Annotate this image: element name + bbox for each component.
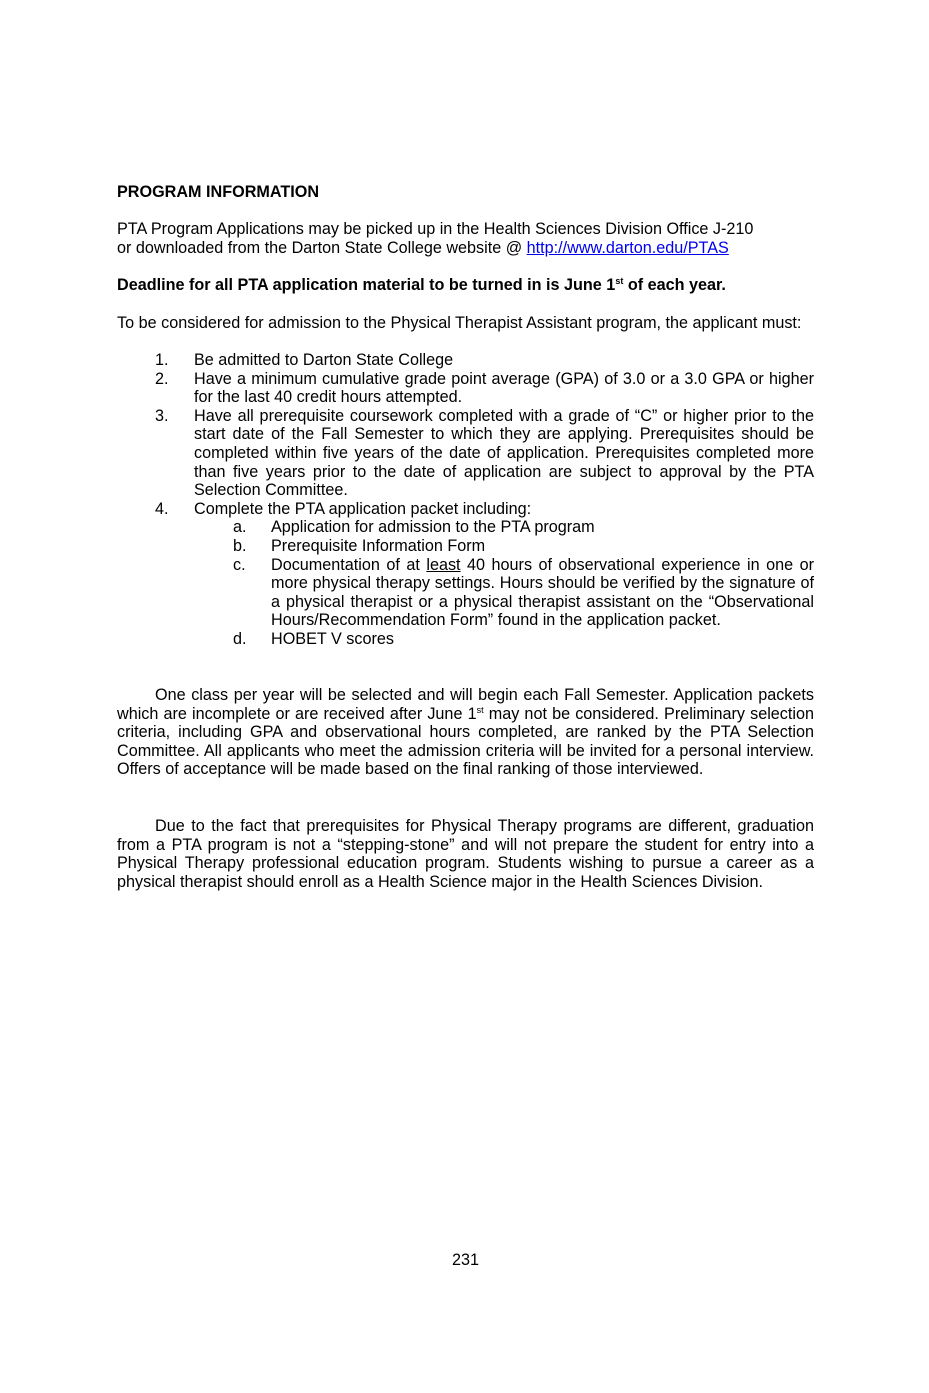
selection-text: One class per year will be selected and will begin each Fall Semester. Application packets which are incomplete or are received after June 1 bbox=[117, 686, 814, 723]
selection-text-end: may not be considered. Preliminary selection criteria, including GPA and observational hours completed, are ranked by the PTA Selection Committee. All applicants who meet the admission criteria will be invited for a personal interview. Offers of acceptance will be made based on the final ranking of those interviewed. bbox=[117, 704, 814, 779]
requirement-item bbox=[117, 370, 814, 407]
underlined-word: least bbox=[426, 555, 461, 574]
packet-item-text-start: Documentation of at bbox=[271, 555, 427, 574]
selection-superscript: st bbox=[476, 704, 484, 715]
packet-item-text: Application for admission to the PTA program bbox=[271, 518, 595, 537]
ptas-website-link[interactable]: http://www.darton.edu/PTAS bbox=[526, 238, 729, 257]
requirement-text: Be admitted to Darton State College bbox=[194, 351, 454, 369]
requirement-text: Complete the PTA application packet including: bbox=[194, 499, 532, 518]
requirement-number: 3. bbox=[155, 406, 169, 425]
requirement-number: 4. bbox=[155, 499, 169, 518]
packet-item-letter: c. bbox=[233, 555, 246, 574]
deadline-text-end: of each year. bbox=[623, 276, 726, 294]
prerequisite-paragraph: Due to the fact that prerequisites for Physical Therapy programs are different, graduation from a PTA program is not a “stepping-stone” and will not prepare the student for entry into a Physical Therapy professional education program. Students wishing to pursue a career as a physical therapist should enroll as a Health Science major in the Health Sciences Division. bbox=[117, 817, 814, 891]
requirement-number: 1. bbox=[155, 351, 169, 369]
packet-item-text: HOBET V scores bbox=[271, 629, 394, 648]
deadline-notice bbox=[117, 276, 726, 295]
requirement-number: 2. bbox=[155, 369, 169, 388]
packet-item bbox=[117, 537, 814, 556]
application-info-line-1: PTA Program Applications may be picked up in the Health Sciences Division Office J-210 bbox=[117, 220, 754, 238]
requirement-item bbox=[117, 407, 814, 500]
deadline-superscript: st bbox=[615, 276, 624, 286]
packet-item-letter: a. bbox=[233, 518, 247, 537]
application-info-line-2-text: or downloaded from the Darton State College website @ bbox=[117, 238, 527, 257]
packet-item bbox=[117, 630, 814, 649]
deadline-text: Deadline for all PTA application material to be turned in is June 1 bbox=[117, 276, 616, 294]
application-info-line-2 bbox=[117, 239, 814, 258]
packet-item-text: Prerequisite Information Form bbox=[271, 536, 486, 555]
packet-item-letter: b. bbox=[233, 536, 247, 555]
requirement-item bbox=[117, 351, 814, 370]
packet-item bbox=[117, 518, 814, 537]
packet-item bbox=[117, 556, 814, 630]
section-heading: PROGRAM INFORMATION bbox=[117, 183, 320, 201]
requirement-text: Have a minimum cumulative grade point average (GPA) of 3.0 or a 3.0 GPA or higher for the last 40 credit hours attempted. bbox=[194, 369, 814, 407]
application-info-paragraph bbox=[117, 220, 814, 257]
selection-paragraph bbox=[117, 686, 814, 779]
requirements-intro: To be considered for admission to the Physical Therapist Assistant program, the applicant must: bbox=[117, 314, 802, 332]
page-number: 231 bbox=[451, 1251, 479, 1269]
packet-item-letter: d. bbox=[233, 629, 247, 648]
packet-item-text-end: 40 hours of observational experience in one or more physical therapy settings. Hours should be verified by the signature of a physical therapist or a physical therapist assistant on the “Observational Hours/Recommendation Form” found in the application packet. bbox=[271, 555, 814, 630]
requirement-item bbox=[117, 500, 814, 519]
requirements-list bbox=[117, 351, 814, 649]
requirement-text: Have all prerequisite coursework completed with a grade of “C” or higher prior to the start date of the Fall Semester to which they are applying. Prerequisites should be completed within five years of the date of application. Prerequisites completed more than five years prior to the date of application are subject to approval by the PTA Selection Committee. bbox=[194, 406, 814, 500]
